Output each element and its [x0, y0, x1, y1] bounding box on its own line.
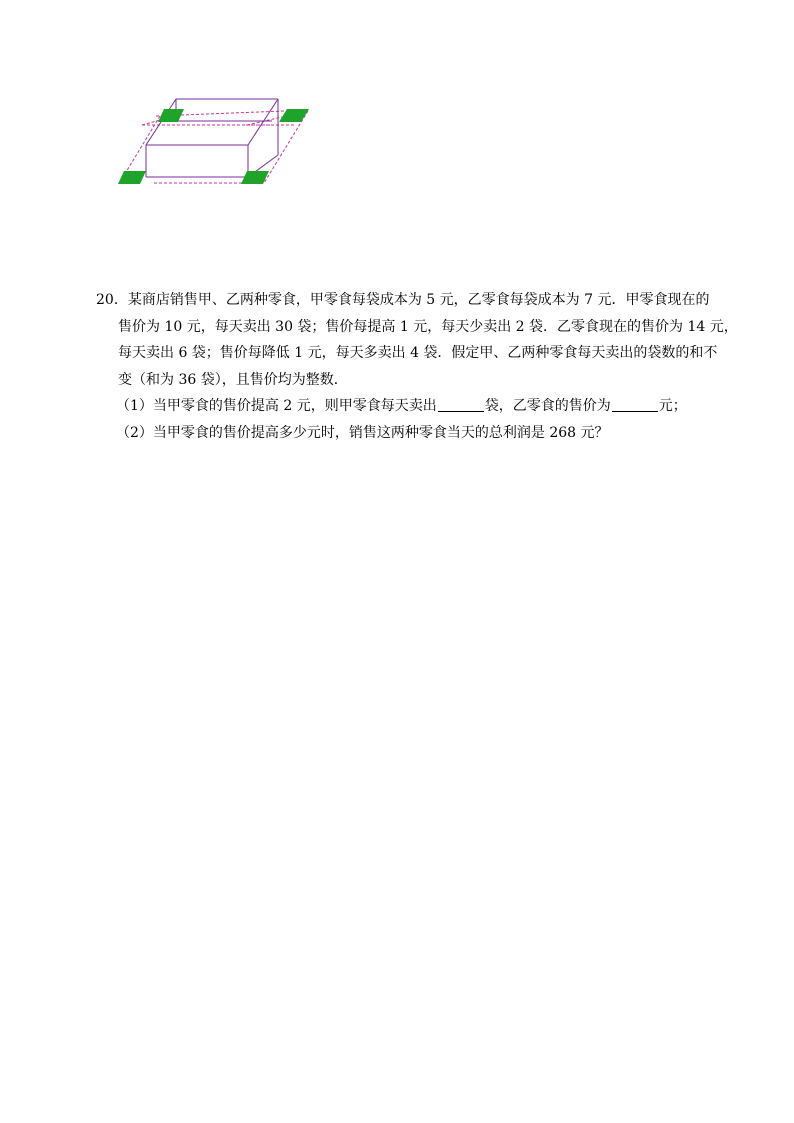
- answer-blank-1[interactable]: [438, 397, 484, 412]
- problem-20: [96, 287, 738, 446]
- problem-number: 20: [96, 292, 114, 308]
- answer-blank-2[interactable]: [612, 397, 658, 412]
- question-1: （1）当甲零食的售价提高 2 元，则甲零食每天卖出 袋，乙零食的售价为 元；: [116, 398, 687, 414]
- problem-stem-line-3: 每天卖出 6 袋；售价每降低 1 元，每天多卖出 4 袋．假定甲、乙两种零食每天卖出的袋数的和不: [118, 345, 718, 361]
- problem-stem-line-2: 售价为 10 元，每天卖出 30 袋；售价每提高 1 元，每天少卖出 2 袋．乙零食现在的售价为 14 元，: [118, 318, 738, 335]
- corner-square-bottom-left: [118, 171, 146, 184]
- box-diagram-svg: [112, 95, 317, 190]
- box-diagram: [112, 95, 317, 190]
- corner-squares: [118, 109, 309, 184]
- corner-square-bottom-right: [241, 171, 269, 184]
- problem-stem-line-4: 变（和为 36 袋），且售价均为整数．: [118, 371, 348, 388]
- corner-square-top-left: [158, 109, 184, 122]
- question-2: （2）当甲零食的售价提高多少元时，销售这两种零食当天的总利润是 268 元？: [116, 424, 609, 441]
- problem-stem-line-1: 20．某商店销售甲、乙两种零食，甲零食每袋成本为 5 元，乙零食每袋成本为 7 元．甲零食现在的: [96, 292, 710, 308]
